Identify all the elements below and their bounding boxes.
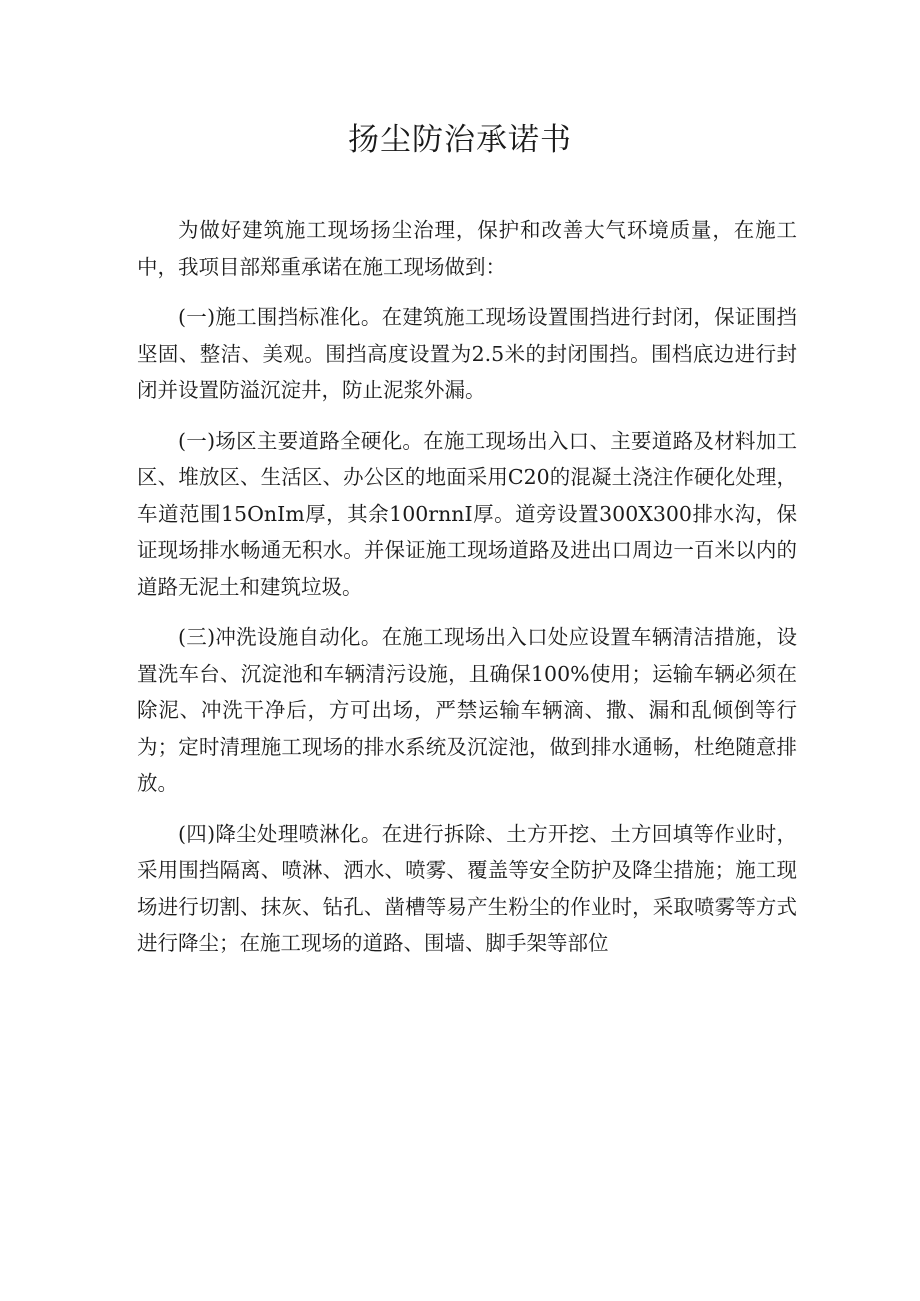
paragraph-enclosure: (一)施工围挡标准化。在建筑施工现场设置围挡进行封闭，保证围挡坚固、整洁、美观。围挡高度设置为2.5米的封闭围挡。围档底边进行封闭并设置防溢沉淀井，防止泥浆外漏。 bbox=[137, 305, 797, 402]
document-body bbox=[137, 212, 797, 976]
paragraph-road-hardening: (一)场区主要道路全硬化。在施工现场出入口、主要道路及材料加工区、堆放区、生活区、办公区的地面采用C20的混凝土浇注作硬化处理，车道范围15OnIm厚，其余100rnnI厚。道旁设置300X300排水沟，保证现场排水畅通无积水。并保证施工现场道路及进出口周边一百米以内的道路无泥土和建筑垃圾。 bbox=[137, 428, 797, 599]
paragraph-intro: 为做好建筑施工现场扬尘治理，保护和改善大气环境质量，在施工中，我项目部郑重承诺在施工现场做到： bbox=[137, 218, 797, 279]
paragraph-dust-suppression: (四)降尘处理喷淋化。在进行拆除、土方开挖、土方回填等作业时，采用围挡隔离、喷淋、洒水、喷雾、覆盖等安全防护及降尘措施；施工现场进行切割、抹灰、钻孔、凿槽等易产生粉尘的作业时，采取喷雾等方式进行降尘；在施工现场的道路、围墙、脚手架等部位 bbox=[137, 821, 797, 955]
paragraph-washing-facilities: (三)冲洗设施自动化。在施工现场出入口处应设置车辆清洁措施，设置洗车台、沉淀池和车辆清污设施，且确保100%使用；运输车辆必须在除泥、冲洗干净后，方可出场，严禁运输车辆滴、撒、漏和乱倾倒等行为；定时清理施工现场的排水系统及沉淀池，做到排水通畅，杜绝随意排放。 bbox=[137, 625, 797, 795]
document-title: 扬尘防治承诺书 bbox=[348, 122, 572, 158]
